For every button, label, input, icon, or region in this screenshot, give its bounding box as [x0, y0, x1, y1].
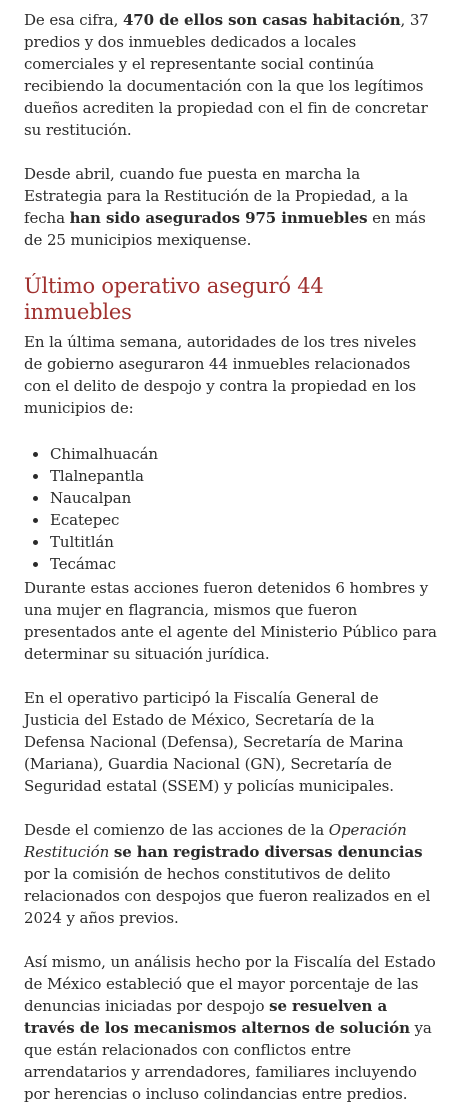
municipios-list [24, 443, 437, 575]
list-item: Ecatepec [50, 509, 437, 531]
text: ya que están relacionados con conflictos entre arrendatarios y arrendadores, familiares incluyendo por herencias o incluso colindancias entre predios. [24, 1019, 432, 1103]
paragraph-detenidos: Durante estas acciones fueron detenidos 6 hombres y una mujer en flagrancia, mismos que fueron presentados ante el agente del Ministerio Público para determinar su situación jurídica. [24, 579, 437, 663]
paragraph-cifras [24, 9, 437, 141]
paragraph-estrategia [24, 163, 437, 251]
list-item: Tecámac [50, 553, 437, 575]
text: en más de 25 municipios mexiquense. [24, 209, 426, 249]
text: Así mismo, un análisis hecho por la Fiscalía del Estado de México estableció que el mayor porcentaje de las denuncias iniciadas por despojo [24, 953, 436, 1015]
paragraph-analisis [24, 951, 437, 1105]
text: Desde el comienzo de las acciones de la [24, 821, 329, 839]
bold-text: se resuelven a través de los mecanismos alternos de solución [24, 997, 410, 1037]
paragraph-operativo: En la última semana, autoridades de los tres niveles de gobierno aseguraron 44 inmuebles relacionados con el delito de despojo y contra la propiedad en los municipios de: [24, 333, 417, 417]
text: De esa cifra, [24, 11, 123, 29]
text: Desde abril, cuando fue puesta en marcha la Estrategia para la Restitución de la Propiedad, a la fecha [24, 165, 409, 227]
bold-text: han sido asegurados 975 inmuebles [69, 209, 368, 227]
bold-text: se han registrado diversas denuncias [113, 843, 423, 861]
section-heading: Último operativo aseguró 44 inmuebles [24, 274, 324, 324]
paragraph-denuncias [24, 819, 437, 929]
list-item: Tultitlán [50, 531, 437, 553]
text: , 37 predios y dos inmuebles dedicados a locales comerciales y el representante social continúa recibiendo la documentación con la que los legítimos dueños acrediten la propiedad con el fin de concretar su restitución. [24, 11, 429, 139]
paragraph-participantes: En el operativo participó la Fiscalía General de Justicia del Estado de México, Secretaría de la Defensa Nacional (Defensa), Secretaría de Marina (Mariana), Guardia Nacional (GN), Secretaría de Seguridad estatal (SSEM) y policías municipales. [24, 689, 404, 795]
list-item: Naucalpan [50, 487, 437, 509]
bold-text: 470 de ellos son casas habitación [122, 11, 401, 29]
list-item: Tlalnepantla [50, 465, 437, 487]
list-item: Chimalhuacán [50, 443, 437, 465]
italic-text: Operación Restitución [24, 821, 407, 861]
text: por la comisión de hechos constitutivos de delito relacionados con despojos que fueron realizados en el 2024 y años previos. [24, 865, 431, 927]
